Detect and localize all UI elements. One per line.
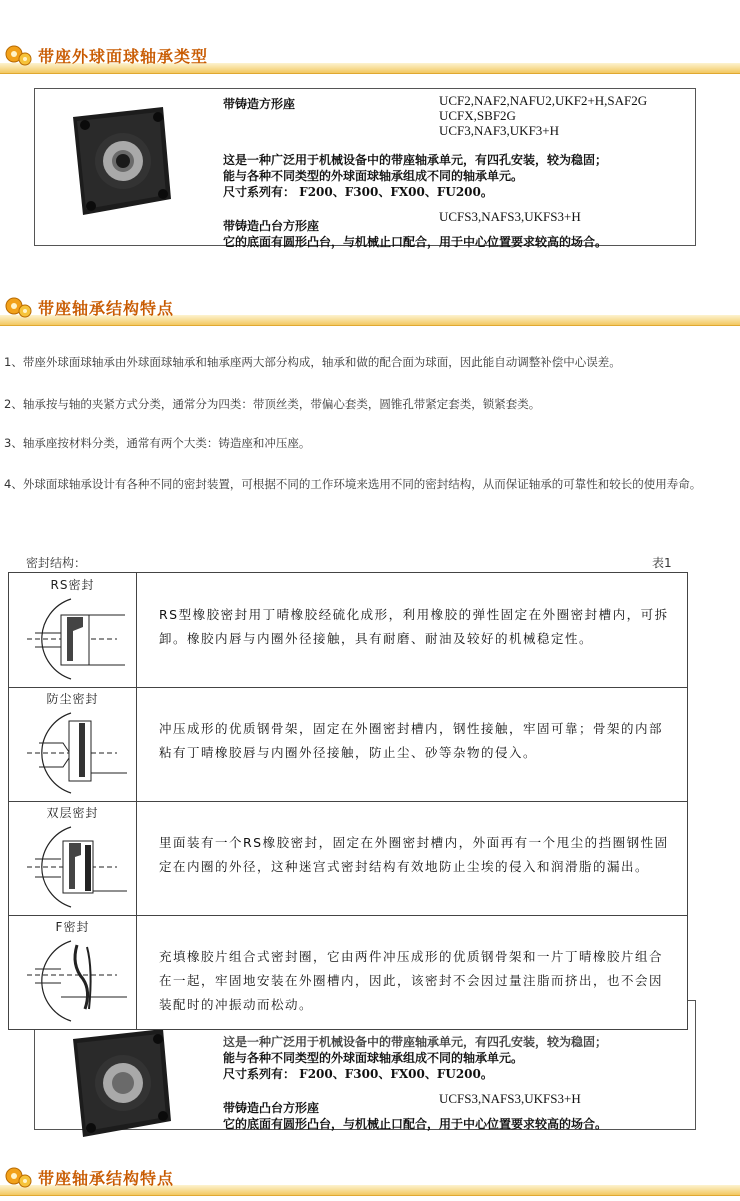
seal-name: 双层密封 [46, 806, 99, 820]
gear-icon [4, 42, 32, 68]
section-title: 带座外球面球轴承类型 [38, 47, 209, 66]
gear-icon [4, 1164, 32, 1190]
type-desc-line-3: 尺寸系列有： F200、F300、FX00、FU200。 [223, 185, 493, 199]
seal-image-cell [9, 687, 137, 801]
seal-structure-table [8, 572, 688, 1030]
type-code-2: UCFX,SBF2G [439, 108, 516, 123]
section-title: 带座轴承结构特点 [38, 299, 175, 318]
type-desc-line-2: 能与各种不同类型的外球面球轴承组成不同的轴承单元。 [223, 169, 524, 183]
type-desc-line-1-partial: 这是一种广泛用于机械设备中的带座轴承单元，有四孔安装，较为稳固； [223, 1035, 608, 1049]
type-name-1: 带铸造方形座 [223, 97, 296, 111]
seal-name: F密封 [55, 920, 90, 934]
section-header-features-repeat [0, 1160, 740, 1196]
type-desc-line-4: 它的底面有圆形凸台，与机械止口配合，用于中心位置要求较高的场合。 [223, 1117, 608, 1131]
seal-description: 里面装有一个RS橡胶密封，固定在外圈密封槽内，外面再有一个甩尘的挡圈钢性固定在内圈的外径，这种迷宫式密封结构有效地防止尘埃的侵入和润滑脂的漏出。 [159, 835, 669, 874]
double-seal-diagram [21, 821, 131, 909]
table-row [9, 687, 687, 802]
type-desc-line-4: 它的底面有圆形凸台，与机械止口配合，用于中心位置要求较高的场合。 [223, 235, 608, 249]
bearing-unit-image [63, 99, 175, 221]
seal-name: RS密封 [50, 578, 95, 592]
type-code-1: UCF2,NAF2,NAFU2,UKF2+H,SAF2G [439, 93, 648, 108]
seal-description: 充填橡胶片组合式密封圈，它由两件冲压成形的优质钢骨架和一片丁晴橡胶片组合在一起，牢固地安装在外圈槽内，因此，该密封不会因过量注脂而挤出，也不会因装配时的冲振动而松动。 [159, 949, 664, 1012]
gear-icon [4, 294, 32, 320]
table-row [9, 801, 687, 916]
type-code-4: UCFS3,NAFS3,UKFS3+H [439, 209, 581, 224]
feature-item-3: 3、轴承座按材料分类，通常有两个大类：铸造座和冲压座。 [4, 436, 311, 450]
bearing-unit-image [63, 1021, 175, 1143]
type-code-4: UCFS3,NAFS3,UKFS3+H [439, 1091, 581, 1106]
feature-item-1: 1、带座外球面球轴承由外球面球轴承和轴承座两大部分构成，轴承和做的配合面为球面，因此能自动调整补偿中心误差。 [4, 355, 621, 369]
f-seal-diagram [21, 935, 131, 1023]
seal-image-cell [9, 573, 137, 687]
section-header-features [0, 290, 740, 326]
feature-item-2: 2、轴承按与轴的夹紧方式分类，通常分为四类：带顶丝类，带偏心套类，圆锥孔带紧定套类，锁紧套类。 [4, 397, 541, 411]
seal-description: 冲压成形的优质钢骨架，固定在外圈密封槽内，钢性接触，牢固可靠；骨架的内部粘有丁晴橡胶唇与内圈外径接触，防止尘、砂等杂物的侵入。 [159, 721, 664, 760]
table-row [9, 915, 687, 1029]
section-title: 带座轴承结构特点 [38, 1169, 175, 1188]
seal-name: 防尘密封 [46, 692, 99, 706]
rs-seal-diagram [21, 593, 131, 681]
type-code-3: UCF3,NAF3,UKF3+H [439, 123, 560, 138]
seal-description: RS型橡胶密封用丁晴橡胶经硫化成形，利用橡胶的弹性固定在外圈密封槽内，可拆卸。橡胶内唇与内圈外径接触，具有耐磨、耐油及较好的机械稳定性。 [159, 607, 669, 646]
type-desc-line-3: 尺寸系列有： F200、F300、FX00、FU200。 [223, 1067, 493, 1081]
type-desc-line-2: 能与各种不同类型的外球面球轴承组成不同的轴承单元。 [223, 1051, 524, 1065]
seal-image-cell [9, 915, 137, 1029]
seal-table-number: 表1 [652, 556, 672, 570]
dustproof-seal-diagram [21, 707, 131, 795]
type-desc-line-1: 这是一种广泛用于机械设备中的带座轴承单元，有四孔安装，较为稳固； [223, 153, 608, 167]
feature-item-4: 4、外球面球轴承设计有各种不同的密封装置，可根据不同的工作环境来选用不同的密封结构，从而保证轴承的可靠性和较长的使用寿命。 [4, 477, 702, 491]
seal-image-cell [9, 801, 137, 915]
type-name-2: 带铸造凸台方形座 [223, 1101, 320, 1115]
seal-table-caption: 密封结构： [26, 556, 87, 570]
section-header-types [0, 38, 740, 74]
bearing-type-box [34, 88, 696, 249]
table-row [9, 573, 687, 688]
type-name-2: 带铸造凸台方形座 [223, 219, 320, 233]
